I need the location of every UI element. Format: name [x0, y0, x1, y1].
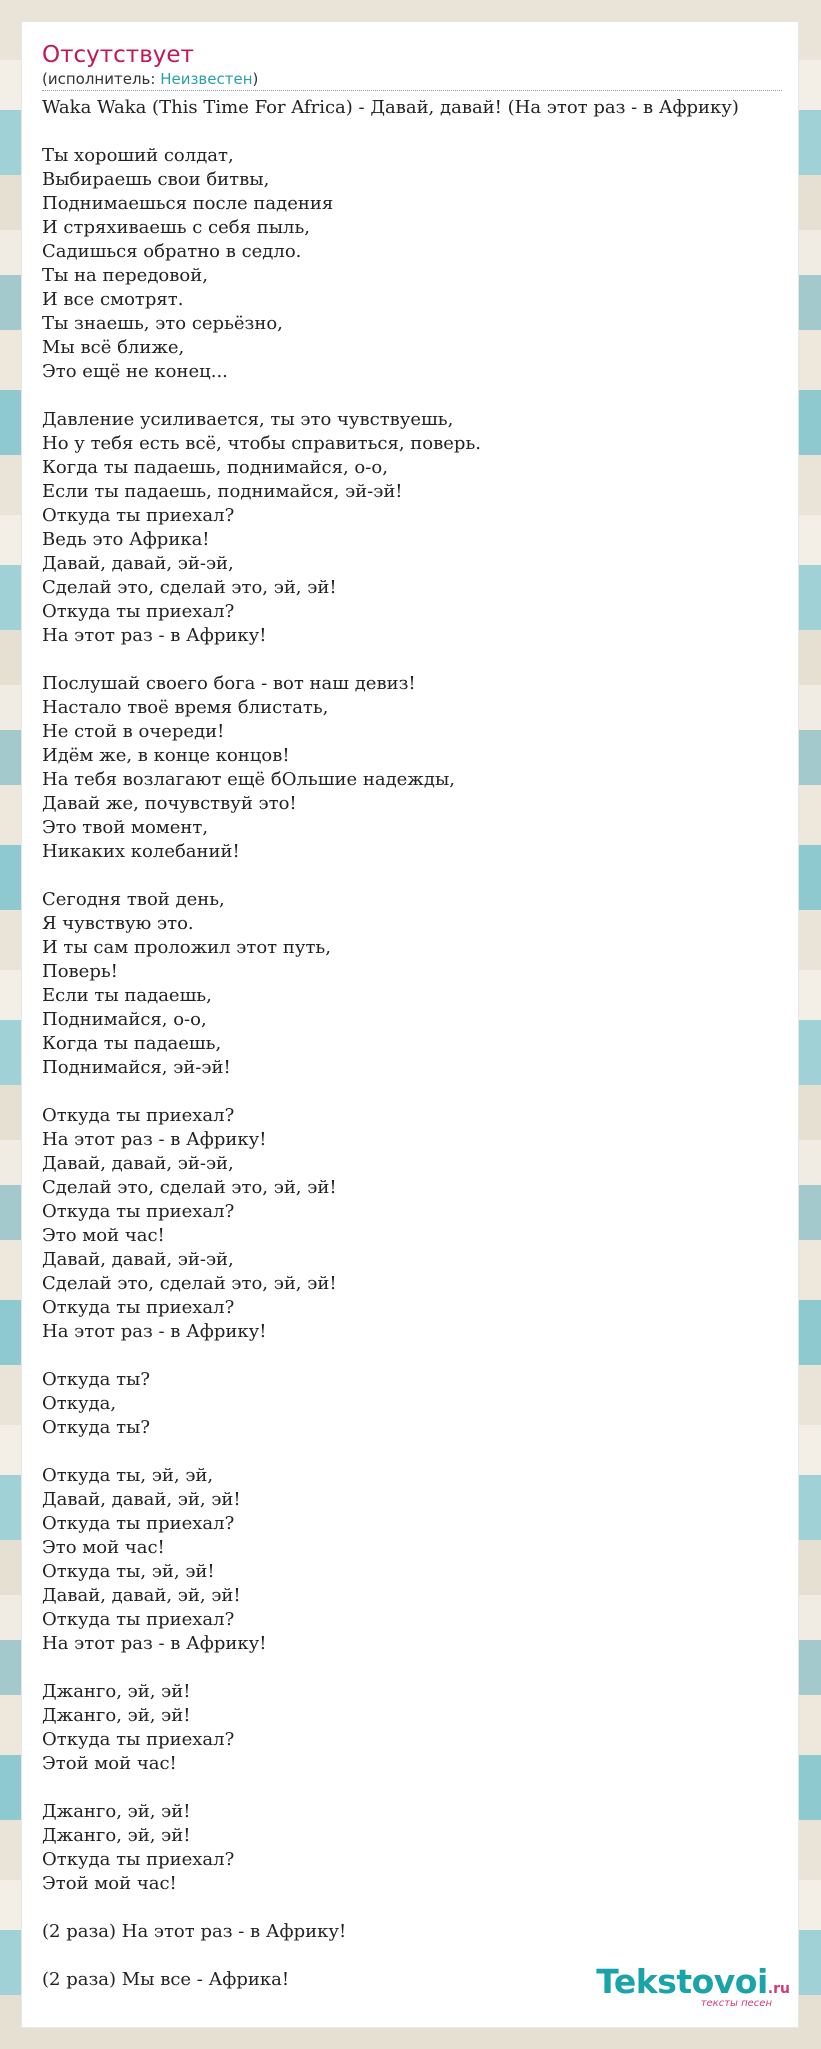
artist-prefix: (исполнитель:: [42, 70, 161, 88]
artist-line: [42, 70, 258, 88]
lyrics-card: [22, 22, 798, 2027]
logo-main-text: Tekstovoi: [596, 1962, 768, 2001]
lyrics-text: Waka Waka (This Time For Africa) - Давай, давай! (На этот раз - в Африку) Ты хороший солдат, Выбираешь свои битвы, Поднимаешься после падения И стряхиваешь с себя пыль, Садишься обратно в седло. Ты на передовой, И все смотрят. Ты знаешь, это серьёзно, Мы всё ближе, Это ещё не конец... Давление усиливается, ты это чувствуешь, Но у тебя есть всё, чтобы справиться, поверь. Когда ты падаешь, поднимайся, о-о, Если ты падаешь, поднимайся, эй-эй! Откуда ты приехал? Ведь это Африка! Давай, давай, эй-эй, Сделай это, сделай это, эй, эй! Откуда ты приехал? На этот раз - в Африку! Послушай своего бога - вот наш девиз! Настало твоё время блистать, Не стой в очереди! Идём же, в конце концов! На тебя возлагают ещё бОльшие надежды, Давай же, почувствуй это! Это твой момент, Никаких колебаний! Сегодня твой день, Я чувствую это. И ты сам проложил этот путь, Поверь! Если ты падаешь, Поднимайся, о-о, Когда ты падаешь, Поднимайся, эй-эй! Откуда ты приехал? На этот раз - в Африку! Давай, давай, эй-эй, Сделай это, сделай это, эй, эй! Откуда ты приехал? Это мой час! Давай, давай, эй-эй, Сделай это, сделай это, эй, эй! Откуда ты приехал? На этот раз - в Африку! Откуда ты? Откуда, Откуда ты? Откуда ты, эй, эй, Давай, давай, эй, эй! Откуда ты приехал? Это мой час! Откуда ты, эй, эй! Давай, давай, эй, эй! Откуда ты приехал? На этот раз - в Африку! Джанго, эй, эй! Джанго, эй, эй! Откуда ты приехал? Этой мой час! Джанго, эй, эй! Джанго, эй, эй! Откуда ты приехал? Этой мой час! (2 раза) На этот раз - в Африку! (2 раза) Мы все - Африка!: [42, 97, 739, 1990]
logo-tld: .ru: [767, 1981, 790, 1997]
title-divider: [42, 90, 782, 91]
artist-link[interactable]: Неизвестен: [160, 70, 253, 88]
logo-subtitle: тексты песен: [700, 1998, 772, 2009]
artist-suffix: ): [252, 70, 259, 88]
song-title: Отсутствует: [42, 42, 194, 68]
site-logo[interactable]: [596, 1962, 790, 2009]
